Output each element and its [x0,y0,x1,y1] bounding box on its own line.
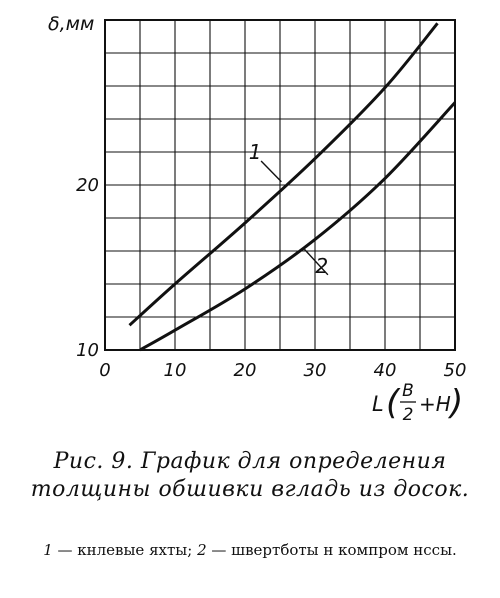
x-label-denominator: 2 [402,405,414,420]
legend-2-text: — швертботы н компром нссы. [206,541,457,559]
y-axis-label: δ,мм [48,13,95,35]
x-tick-label: 50 [443,360,467,381]
chart-series [130,23,456,350]
x-label-numerator: B [402,381,414,401]
legend-1-text: — кнлевые яхты; [52,541,198,559]
x-tick-label: 40 [373,360,397,381]
x-tick-label: 30 [303,360,327,381]
legend-2-number: 2 [197,541,207,559]
curve-label-1: 1 [248,139,262,164]
x-tick-label: 10 [163,360,187,381]
x-tick-label: 20 [233,360,257,381]
y-tick-label: 20 [76,175,99,196]
leader-line-1 [261,161,281,182]
curve-label-2: 2 [315,253,329,278]
y-tick-label: 10 [76,340,99,361]
figure-legend [0,540,500,560]
x-label-paren-close: ) [450,383,464,420]
x-axis-label [372,381,463,420]
x-label-suffix: +H [419,392,451,416]
figure-caption: Рис. 9. График для определения толщины обшивки вгладь из досок. [30,449,470,502]
series-line-2 [140,103,455,351]
x-label-prefix: L [372,392,384,416]
x-label-paren-open: ( [386,383,400,420]
x-tick-label: 0 [99,360,111,381]
series-line-1 [130,23,438,325]
legend-1-number: 1 [43,541,53,559]
